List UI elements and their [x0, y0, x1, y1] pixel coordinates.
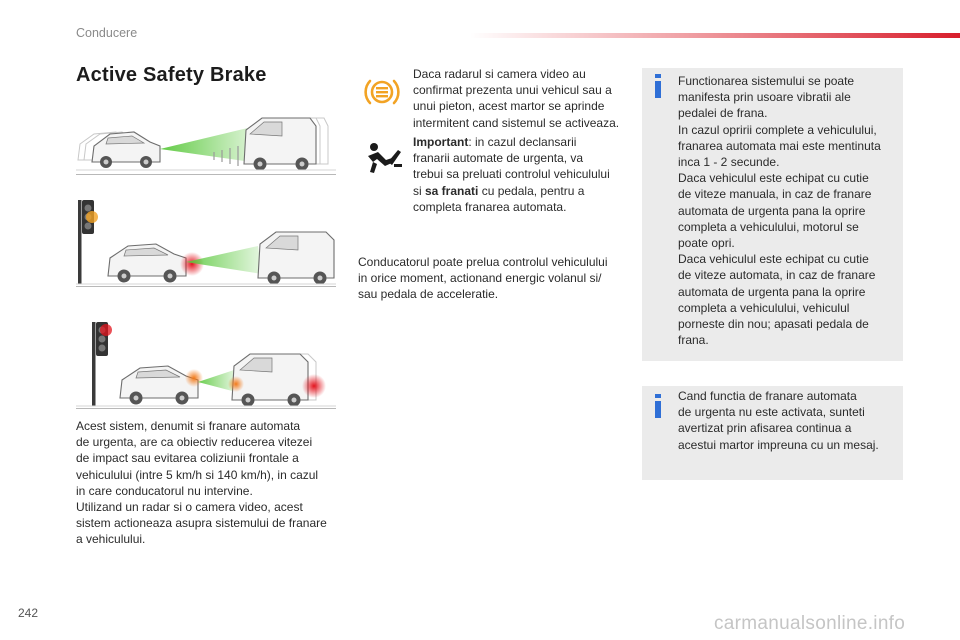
- text-line: automata de urgenta pana la oprire: [678, 284, 866, 299]
- text-line: Acest sistem, denumit si franare automata: [76, 419, 301, 433]
- text-line: franarea automata mai este mentinuta: [678, 138, 881, 153]
- text-line: unui pieton, acest martor se aprinde: [413, 99, 605, 114]
- figure-vehicle-stopped: [76, 318, 336, 409]
- text-line: de urgenta, are ca obiectiv reducerea vitezei: [76, 435, 313, 450]
- info-box-system-behaviour: [642, 68, 903, 361]
- text-line: sau pedala de acceleratie.: [358, 287, 499, 302]
- text-line: Daca radarul si camera video au: [413, 67, 586, 81]
- text-line: in care conducatorul nu intervine.: [76, 483, 253, 498]
- text-line: completa a vehiculului, vehiculul: [678, 300, 850, 315]
- text-line: frana.: [678, 333, 709, 348]
- text-line: a vehiculului.: [76, 532, 146, 547]
- text-line: Functionarea sistemului se poate: [678, 74, 855, 88]
- text-line: poate opri.: [678, 236, 735, 251]
- text-line: [413, 134, 633, 150]
- text-line: de urgenta nu este activata, sunteti: [678, 405, 865, 420]
- text-line: trebui sa preluati controlul vehiculului: [413, 167, 610, 182]
- header-section-title: Conducere: [76, 26, 138, 40]
- text-line: de viteze manuala, in caz de franare: [678, 187, 872, 202]
- info-icon: [654, 74, 662, 98]
- text-line: de impact sau evitarea coliziunii frontale a: [76, 451, 299, 466]
- text-line: pedalei de frana.: [678, 106, 768, 121]
- text-line: intermitent cand sistemul se activeaza.: [413, 115, 620, 130]
- text-line: Conducatorul poate prelua controlul vehiculului: [358, 255, 608, 269]
- emphasis-text: sa franati: [425, 183, 479, 198]
- figure-radar-detection: [76, 112, 336, 175]
- text-span: cu pedala, pentru a: [478, 183, 585, 198]
- info-icon: [654, 394, 662, 418]
- intro-paragraph: [76, 418, 346, 548]
- info-box-text: [678, 388, 893, 453]
- text-line: Cand functia de franare automata: [678, 389, 857, 403]
- text-line: franarii automate de urgenta, va: [413, 151, 584, 166]
- info-box-text: [678, 73, 893, 348]
- important-paragraph: [413, 134, 633, 215]
- text-line: confirmat prezenta unui vehicul sau a: [413, 83, 612, 98]
- text-line: acestui martor impreuna cu un mesaj.: [678, 437, 879, 452]
- driver-control-paragraph: [358, 254, 628, 303]
- text-line: de viteze automata, in caz de franare: [678, 268, 876, 283]
- text-line: In cazul opririi complete a vehiculului,: [678, 122, 877, 137]
- brake-warning-lamp-icon: [362, 72, 402, 112]
- text-line: manifesta prin usoare vibratii ale: [678, 90, 851, 105]
- text-line: inca 1 - 2 secunde.: [678, 155, 780, 170]
- important-label: Important: [413, 135, 469, 149]
- text-line: [413, 183, 633, 199]
- text-line: Utilizand un radar si o camera video, acest: [76, 500, 303, 515]
- text-line: Daca vehiculul este echipat cu cutie: [678, 252, 869, 267]
- text-span: si: [413, 183, 425, 198]
- text-line: automata de urgenta pana la oprire: [678, 203, 866, 218]
- text-line: avertizat prin afisarea continua a: [678, 421, 852, 436]
- watermark: carmanualsonline.info: [714, 613, 906, 634]
- text-span: : in cazul declansarii: [468, 135, 577, 149]
- text-line: porneste din nou; apasati pedala de: [678, 317, 869, 332]
- text-line: sistem actioneaza asupra sistemului de franare: [76, 516, 327, 531]
- driver-brake-icon: [364, 140, 404, 176]
- info-box-function-disabled: [642, 386, 903, 480]
- text-line: vehiculului (intre 5 km/h si 140 km/h), in cazul: [76, 467, 319, 482]
- text-line: in orice moment, actionand energic volanul si/: [358, 271, 602, 286]
- warning-lamp-paragraph: [413, 66, 633, 131]
- header-accent-rule: [470, 33, 960, 38]
- text-line: Daca vehiculul este echipat cu cutie: [678, 171, 869, 186]
- figure-emergency-braking: [76, 196, 336, 287]
- page-number: 242: [18, 606, 39, 620]
- text-line: completa franarea automata.: [413, 199, 567, 214]
- text-line: completa a vehiculului, motorul se: [678, 219, 859, 234]
- page-title: Active Safety Brake: [76, 64, 267, 86]
